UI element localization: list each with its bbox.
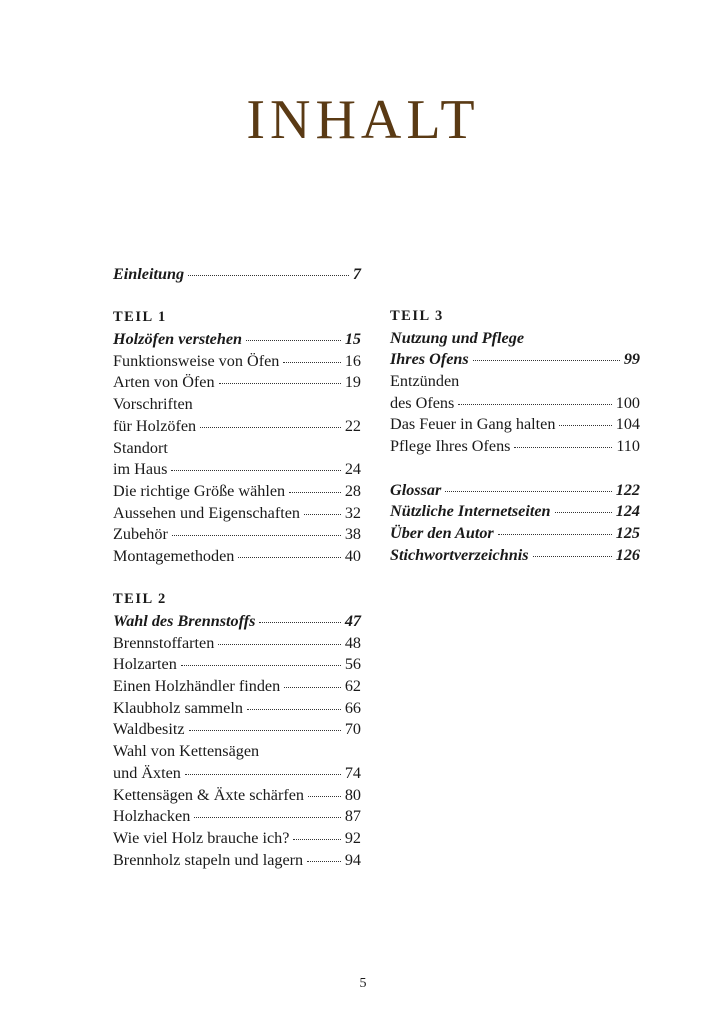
toc-entry-label: Aussehen und Eigenschaften bbox=[113, 503, 301, 522]
dot-leader bbox=[238, 557, 340, 558]
toc-entry-label: Brennstoffarten bbox=[113, 633, 215, 652]
toc-entry-label: Ihres Ofens bbox=[390, 350, 469, 369]
dot-leader bbox=[181, 665, 341, 666]
toc-entry-page: 24 bbox=[344, 460, 361, 479]
toc-entry-page: 122 bbox=[615, 480, 640, 499]
toc-entry-page: 80 bbox=[344, 785, 361, 804]
toc-left-column bbox=[113, 264, 361, 871]
toc-entry[interactable] bbox=[113, 719, 361, 741]
toc-entry-page: 66 bbox=[344, 698, 361, 717]
toc-entry-page: 32 bbox=[344, 503, 361, 522]
toc-entry-page: 22 bbox=[344, 416, 361, 435]
toc-entry[interactable] bbox=[390, 414, 640, 436]
toc-entry-label: Funktionsweise von Öfen bbox=[113, 351, 280, 370]
dot-leader bbox=[172, 535, 341, 536]
dot-leader bbox=[171, 470, 340, 471]
toc-entry[interactable] bbox=[113, 828, 361, 850]
toc-entry-page: 87 bbox=[344, 807, 361, 826]
toc-entry-label: des Ofens bbox=[390, 393, 455, 412]
toc-entry-label: Brennholz stapeln und lagern bbox=[113, 850, 304, 869]
dot-leader bbox=[498, 534, 612, 535]
toc-entry-label: Nützliche Internetseiten bbox=[390, 502, 551, 521]
toc-entry[interactable] bbox=[113, 546, 361, 568]
dot-leader bbox=[259, 622, 340, 623]
toc-entry-label: Holzarten bbox=[113, 655, 177, 674]
toc-entry[interactable] bbox=[113, 676, 361, 698]
toc-entry-page: 48 bbox=[344, 633, 361, 652]
toc-entry-page: 125 bbox=[615, 523, 640, 542]
part-heading: TEIL 1 bbox=[113, 309, 167, 326]
toc-entry-label: im Haus bbox=[113, 460, 168, 479]
toc-entry[interactable] bbox=[113, 351, 361, 373]
toc-entry-label: Stichwortverzeichnis bbox=[390, 545, 529, 564]
dot-leader bbox=[194, 817, 341, 818]
toc-entry[interactable] bbox=[113, 524, 361, 546]
toc-entry-label: für Holzöfen bbox=[113, 416, 197, 435]
toc-entry-page: 126 bbox=[615, 545, 640, 564]
toc-entry-label: Arten von Öfen bbox=[113, 373, 215, 392]
toc-entry-label: Klaubholz sammeln bbox=[113, 698, 243, 717]
toc-entry[interactable] bbox=[113, 850, 361, 872]
toc-entry-page: 99 bbox=[623, 350, 640, 369]
toc-entry[interactable] bbox=[113, 806, 361, 828]
toc-entry[interactable] bbox=[390, 393, 640, 415]
toc-entry-page: 100 bbox=[615, 393, 640, 412]
toc-entry-label: Kettensägen & Äxte schärfen bbox=[113, 785, 305, 804]
dot-leader bbox=[289, 492, 341, 493]
toc-entry-page: 38 bbox=[344, 525, 361, 544]
toc-entry[interactable] bbox=[113, 416, 361, 438]
toc-entry-page: 56 bbox=[344, 655, 361, 674]
page-number: 5 bbox=[359, 976, 367, 991]
dot-leader bbox=[188, 275, 349, 276]
toc-entry[interactable] bbox=[113, 611, 361, 633]
toc-entry-label: Einen Holzhändler finden bbox=[113, 677, 281, 696]
toc-entry-page: 94 bbox=[344, 850, 361, 869]
toc-entry-author[interactable] bbox=[390, 523, 640, 545]
toc-entry-label: Einleitung bbox=[113, 265, 185, 283]
dot-leader bbox=[555, 512, 612, 513]
toc-entry[interactable] bbox=[113, 459, 361, 481]
toc-entry-page: 92 bbox=[344, 828, 361, 847]
toc-entry-line1: Vorschriften bbox=[113, 395, 193, 414]
dot-leader bbox=[473, 360, 620, 361]
toc-entry[interactable] bbox=[113, 785, 361, 807]
dot-leader bbox=[246, 340, 341, 341]
toc-entry[interactable] bbox=[113, 763, 361, 785]
toc-entry-label: Montagemethoden bbox=[113, 546, 235, 565]
dot-leader bbox=[514, 447, 612, 448]
toc-entry-line1: Standort bbox=[113, 438, 168, 457]
toc-entry-label: Über den Autor bbox=[390, 523, 494, 542]
toc-entry-label: und Äxten bbox=[113, 763, 181, 782]
dot-leader bbox=[189, 730, 341, 731]
toc-entry-page: 62 bbox=[344, 677, 361, 696]
toc-entry-glossary[interactable] bbox=[390, 480, 640, 502]
toc-entry-line1: Entzünden bbox=[390, 372, 460, 391]
dot-leader bbox=[283, 362, 340, 363]
toc-entry-label: Wahl des Brennstoffs bbox=[113, 612, 256, 630]
toc-entry-line1: Wahl von Kettensägen bbox=[113, 742, 260, 761]
dot-leader bbox=[445, 491, 611, 492]
dot-leader bbox=[219, 383, 341, 384]
toc-entry-page: 15 bbox=[344, 330, 361, 349]
toc-entry-label: Waldbesitz bbox=[113, 720, 185, 739]
toc-entry-label: Die richtige Größe wählen bbox=[113, 481, 286, 500]
dot-leader bbox=[559, 425, 611, 426]
toc-entry-line1 bbox=[390, 328, 640, 350]
toc-entry-websites[interactable] bbox=[390, 501, 640, 523]
dot-leader bbox=[293, 839, 340, 840]
toc-entry[interactable] bbox=[113, 481, 361, 503]
toc-entry[interactable] bbox=[113, 329, 361, 351]
toc-entry-label: Wie viel Holz brauche ich? bbox=[113, 828, 290, 847]
toc-entry-label: Nutzung und Pflege bbox=[390, 328, 525, 347]
dot-leader bbox=[308, 796, 341, 797]
toc-entry-label: Pflege Ihres Ofens bbox=[390, 437, 511, 456]
toc-entry-label: Glossar bbox=[390, 480, 442, 499]
toc-entry-page: 40 bbox=[344, 546, 361, 565]
toc-entry-label: Das Feuer in Gang halten bbox=[390, 415, 556, 434]
dot-leader bbox=[200, 427, 341, 428]
page-title: INHALT bbox=[246, 89, 480, 151]
toc-entry-page: 124 bbox=[615, 502, 640, 521]
toc-entry[interactable] bbox=[113, 633, 361, 655]
dot-leader bbox=[185, 774, 341, 775]
toc-entry-page: 74 bbox=[344, 763, 361, 782]
toc-entry[interactable] bbox=[390, 349, 640, 371]
toc-entry-label: Holzöfen verstehen bbox=[113, 330, 243, 349]
toc-entry-page: 110 bbox=[616, 437, 640, 456]
toc-entry-label: Holzhacken bbox=[113, 807, 191, 826]
toc-entry[interactable] bbox=[113, 372, 361, 394]
toc-right-column bbox=[390, 306, 640, 566]
toc-entry-label: Zubehör bbox=[113, 525, 168, 544]
toc-entry[interactable] bbox=[113, 698, 361, 720]
toc-entry[interactable] bbox=[113, 503, 361, 525]
toc-entry-page: 28 bbox=[344, 481, 361, 500]
dot-leader bbox=[307, 861, 341, 862]
toc-entry-page: 70 bbox=[344, 720, 361, 739]
dot-leader bbox=[284, 687, 341, 688]
toc-entry-page: 104 bbox=[615, 415, 640, 434]
dot-leader bbox=[533, 556, 612, 557]
toc-entry-page: 19 bbox=[344, 373, 361, 392]
part-heading: TEIL 2 bbox=[113, 591, 167, 608]
toc-entry-page: 7 bbox=[352, 265, 361, 283]
dot-leader bbox=[458, 404, 611, 405]
dot-leader bbox=[304, 514, 341, 515]
toc-entry-index[interactable] bbox=[390, 545, 640, 567]
dot-leader bbox=[218, 644, 341, 645]
toc-entry[interactable] bbox=[113, 654, 361, 676]
toc-entry-intro[interactable] bbox=[113, 264, 361, 286]
toc-entry-page: 47 bbox=[344, 612, 361, 630]
dot-leader bbox=[247, 709, 341, 710]
part-heading: TEIL 3 bbox=[390, 308, 444, 324]
toc-entry-page: 16 bbox=[344, 351, 361, 370]
toc-entry[interactable] bbox=[390, 436, 640, 458]
